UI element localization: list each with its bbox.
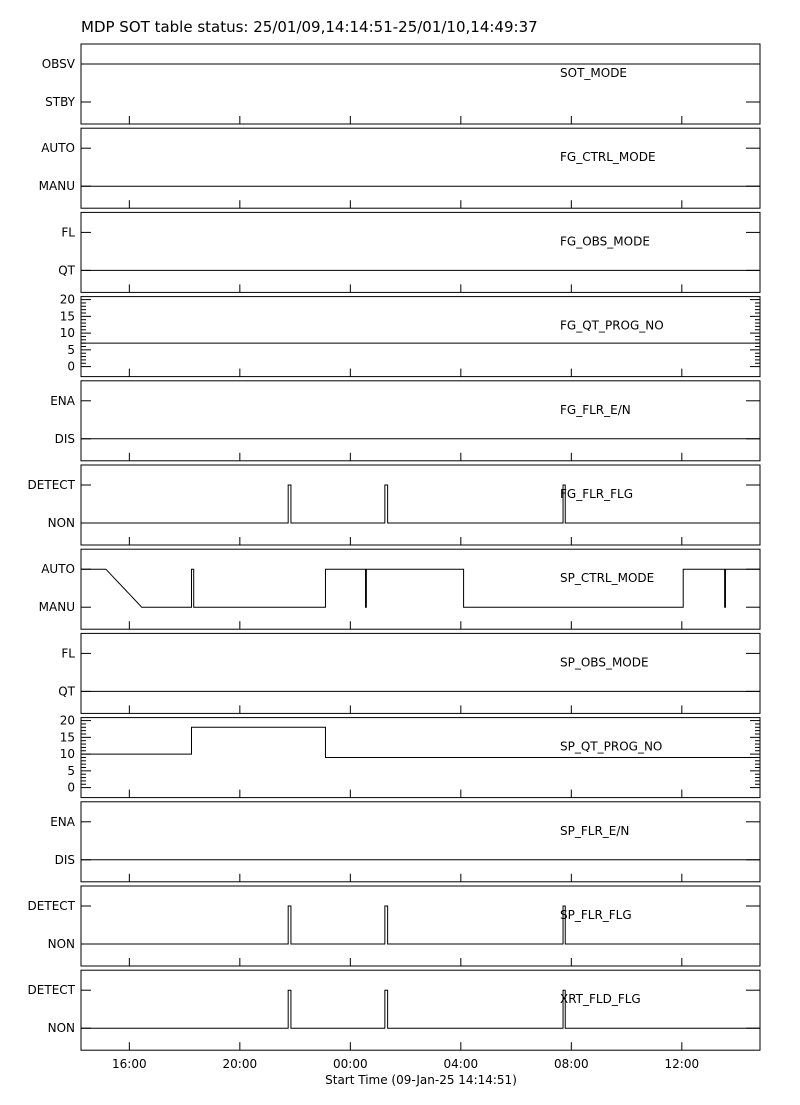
panels (28, 44, 760, 1050)
x-axis (112, 1057, 699, 1071)
y-tick-label: 5 (67, 342, 75, 357)
panel-frame (81, 802, 760, 882)
y-tick-label: AUTO (41, 562, 75, 577)
y-tick-label: DETECT (27, 899, 75, 913)
x-tick-label: 04:00 (443, 1057, 479, 1072)
y-tick-label: 15 (59, 309, 75, 324)
panel-fg-qt-prog-no (60, 293, 760, 377)
y-tick-label: 15 (59, 730, 75, 745)
y-tick-label: NON (47, 937, 75, 951)
y-tick-label: NON (47, 516, 75, 530)
series-line (81, 569, 760, 607)
y-tick-label: MANU (38, 600, 75, 615)
panel-fg-obs-mode (58, 212, 760, 292)
series-line (81, 990, 760, 1028)
y-tick-label: QT (58, 684, 75, 699)
y-tick-label: AUTO (41, 141, 75, 156)
panel-sot-mode (42, 44, 760, 124)
y-tick-label: DETECT (27, 983, 75, 998)
panel-fg-flr-e-n (50, 381, 760, 461)
y-tick-label: OBSV (41, 57, 75, 71)
panel-frame (81, 128, 760, 208)
y-tick-label: 0 (67, 359, 75, 374)
panel-label: SP_FLR_E/N (560, 823, 630, 838)
y-tick-label: 5 (67, 763, 75, 778)
panel-xrt-fld-flg (28, 970, 760, 1050)
panel-frame (81, 633, 760, 713)
panel-sp-flr-flg (28, 886, 760, 966)
panel-label: FG_OBS_MODE (560, 234, 650, 249)
panel-label: SP_FLR_FLG (560, 908, 632, 922)
panel-sp-flr-e-n (50, 802, 760, 882)
y-tick-label: MANU (38, 179, 75, 194)
y-tick-label: QT (58, 263, 75, 278)
panel-sp-obs-mode (58, 633, 760, 713)
x-axis-label: Start Time (09-Jan-25 14:14:51) (325, 1073, 517, 1087)
panel-fg-flr-flg (28, 465, 760, 545)
panel-label: FG_FLR_FLG (560, 487, 634, 501)
y-tick-label: DIS (54, 852, 75, 867)
y-tick-label: ENA (50, 814, 75, 829)
panel-label: FG_FLR_E/N (560, 402, 631, 417)
y-tick-label: DIS (54, 431, 75, 446)
panel-fg-ctrl-mode (39, 128, 760, 208)
y-tick-label: 20 (59, 713, 75, 728)
panel-label: XRT_FLD_FLG (560, 992, 641, 1007)
panel-label: FG_CTRL_MODE (560, 150, 656, 165)
panel-label: SP_OBS_MODE (560, 655, 649, 670)
series-line (81, 485, 760, 523)
panel-frame (81, 465, 760, 545)
y-tick-label: NON (47, 1021, 75, 1036)
panel-label: SP_CTRL_MODE (560, 571, 655, 586)
panel-sp-qt-prog-no (60, 714, 760, 798)
x-tick-label: 12:00 (664, 1057, 700, 1072)
panel-frame (81, 886, 760, 966)
y-tick-label: STBY (45, 95, 75, 109)
y-tick-label: FL (61, 225, 75, 240)
y-tick-label: 10 (59, 326, 75, 341)
y-tick-label: FL (61, 646, 75, 661)
x-tick-label: 08:00 (554, 1057, 589, 1072)
y-tick-label: 20 (59, 292, 75, 307)
panel-frame (81, 381, 760, 461)
panel-frame (81, 297, 760, 377)
panel-sp-ctrl-mode (39, 549, 760, 629)
y-tick-label: DETECT (27, 478, 75, 492)
panel-label: SOT_MODE (560, 66, 628, 80)
panel-frame (81, 44, 760, 124)
panel-frame (81, 970, 760, 1050)
y-tick-label: ENA (50, 393, 75, 408)
panel-label: FG_QT_PROG_NO (560, 318, 664, 333)
y-tick-label: 0 (67, 780, 75, 795)
panel-label: SP_QT_PROG_NO (560, 739, 663, 754)
x-tick-label: 16:00 (112, 1057, 147, 1072)
chart-title: MDP SOT table status: 25/01/09,14:14:51-25/01/10,14:49:37 (81, 18, 538, 36)
panel-frame (81, 549, 760, 629)
x-tick-label: 20:00 (222, 1057, 258, 1072)
panel-frame (81, 212, 760, 292)
y-tick-label: 10 (59, 747, 75, 762)
series-line (81, 906, 760, 944)
x-tick-label: 00:00 (333, 1057, 368, 1072)
